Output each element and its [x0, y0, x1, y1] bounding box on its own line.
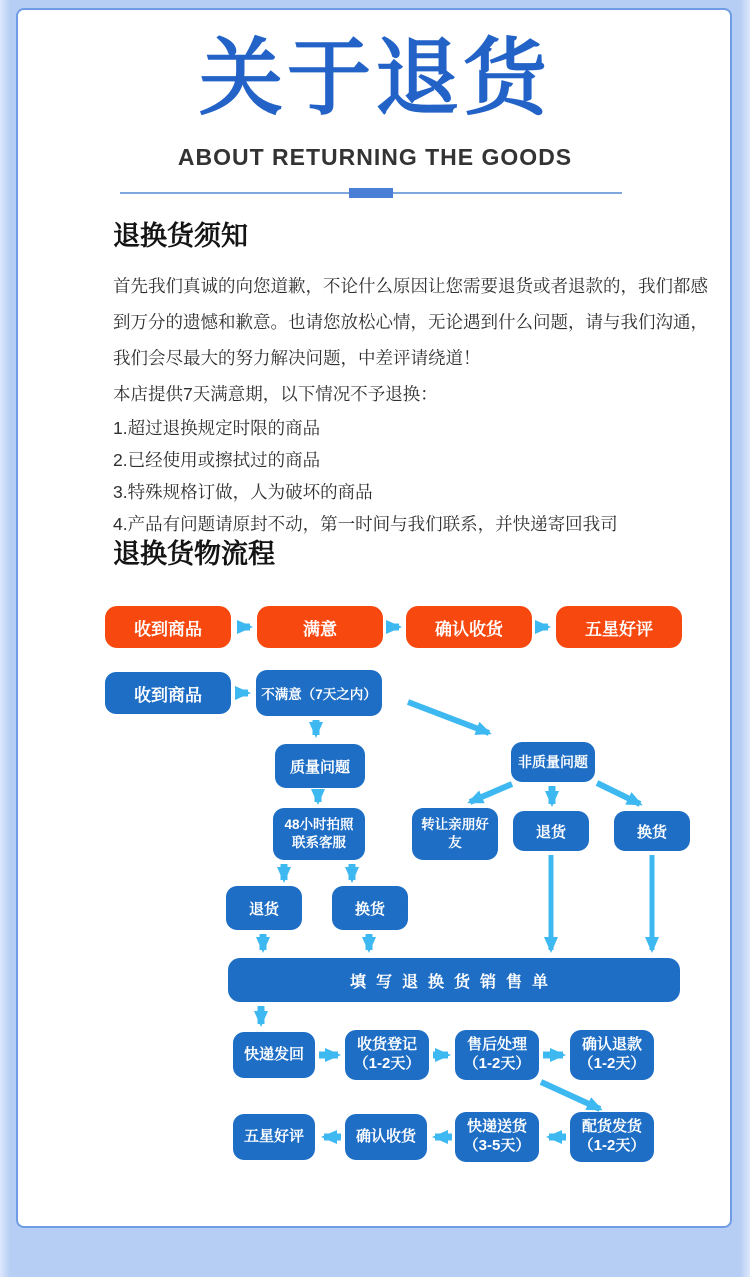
notice-paragraph-line: 我们会尽最大的努力解决问题，中差评请绕道！	[113, 348, 481, 368]
flow-node-confirm-refund	[570, 1030, 654, 1080]
flow-node-quality-issue: 质量问题	[275, 744, 365, 788]
flow-node-fill-return-form-bar: 填写退换货销售单	[228, 958, 680, 1002]
flow-node-after-sales-processing	[455, 1030, 539, 1080]
flow-node-express-delivery	[455, 1112, 539, 1162]
flow-node-receive-goods-happy: 收到商品	[105, 606, 231, 648]
notice-paragraph-line: 到万分的遗憾和歉意。也请您放松心情，无论遇到什么问题，请与我们沟通，	[113, 312, 708, 332]
notice-item: 1.超过退换规定时限的商品	[113, 418, 321, 438]
flow-node-confirm-receipt-final	[345, 1114, 427, 1160]
notice-paragraph-line: 本店提供7天满意期，以下情况不予退换：	[113, 384, 438, 404]
node-label: 配货发货	[581, 1118, 642, 1136]
node-sub: （1-2天）	[578, 1055, 646, 1072]
node-sub: （1-2天）	[353, 1055, 421, 1072]
flow-node-satisfied: 满意	[257, 606, 383, 648]
notice-list	[113, 412, 719, 540]
flow-heading: 退换货物流程	[113, 539, 275, 569]
flow-node-48h-photo-line2: 联系客服	[292, 835, 346, 850]
notice-item: 4.产品有问题请原封不动，第一时间与我们联系，并快递寄回我司	[113, 514, 618, 534]
flow-node-receipt-registration	[345, 1030, 429, 1080]
node-label: 快递发回	[243, 1045, 304, 1063]
flow-node-return-right: 退货	[513, 811, 589, 851]
flow-node-48h-photo-line1: 48小时拍照	[284, 817, 354, 833]
flow-node-dispatch-goods	[570, 1112, 654, 1162]
node-label: 确认收货	[355, 1127, 416, 1145]
divider-accent-rect	[349, 188, 393, 198]
divider	[120, 192, 622, 194]
flow-node-five-star-happy: 五星好评	[556, 606, 682, 648]
flow-node-48h-photo-contact	[273, 808, 365, 860]
node-label: 确认退款	[581, 1036, 642, 1054]
node-label: 快递送货	[466, 1118, 527, 1136]
flow-node-confirm-receipt-happy: 确认收货	[406, 606, 532, 648]
notice-paragraph-line: 首先我们真诚的向您道歉，不论什么原因让您需要退货或者退款的，我们都感	[113, 276, 708, 296]
page-subtitle: ABOUT RETURNING THE GOODS	[177, 144, 573, 170]
flow-node-five-star-final	[233, 1114, 315, 1160]
flow-node-non-quality-issue: 非质量问题	[511, 742, 595, 782]
page-title: 关于退货	[198, 31, 551, 125]
flow-node-exchange-left: 换货	[332, 886, 408, 930]
node-sub: （3-5天）	[463, 1137, 531, 1154]
node-sub: （1-2天）	[578, 1137, 646, 1154]
node-sub: （1-2天）	[463, 1055, 531, 1072]
flow-node-exchange-right: 换货	[614, 811, 690, 851]
notice-heading: 退换货须知	[113, 221, 248, 251]
notice-item: 3.特殊规格订做，人为破坏的商品	[113, 482, 373, 502]
node-label: 售后处理	[466, 1036, 527, 1054]
flow-node-transfer-to-friends: 转让亲朋好友	[412, 808, 498, 860]
flow-node-return-left: 退货	[226, 886, 302, 930]
notice-item: 2.已经使用或擦拭过的商品	[113, 450, 321, 470]
flow-node-express-send-back	[233, 1032, 315, 1078]
flow-node-unsatisfied-7days: 不满意（7天之内）	[256, 670, 382, 716]
notice-text-block	[113, 268, 719, 540]
node-label: 收货登记	[356, 1036, 417, 1054]
node-label: 五星好评	[243, 1127, 304, 1145]
flow-node-receive-goods: 收到商品	[105, 672, 231, 714]
flowchart	[0, 590, 750, 1210]
